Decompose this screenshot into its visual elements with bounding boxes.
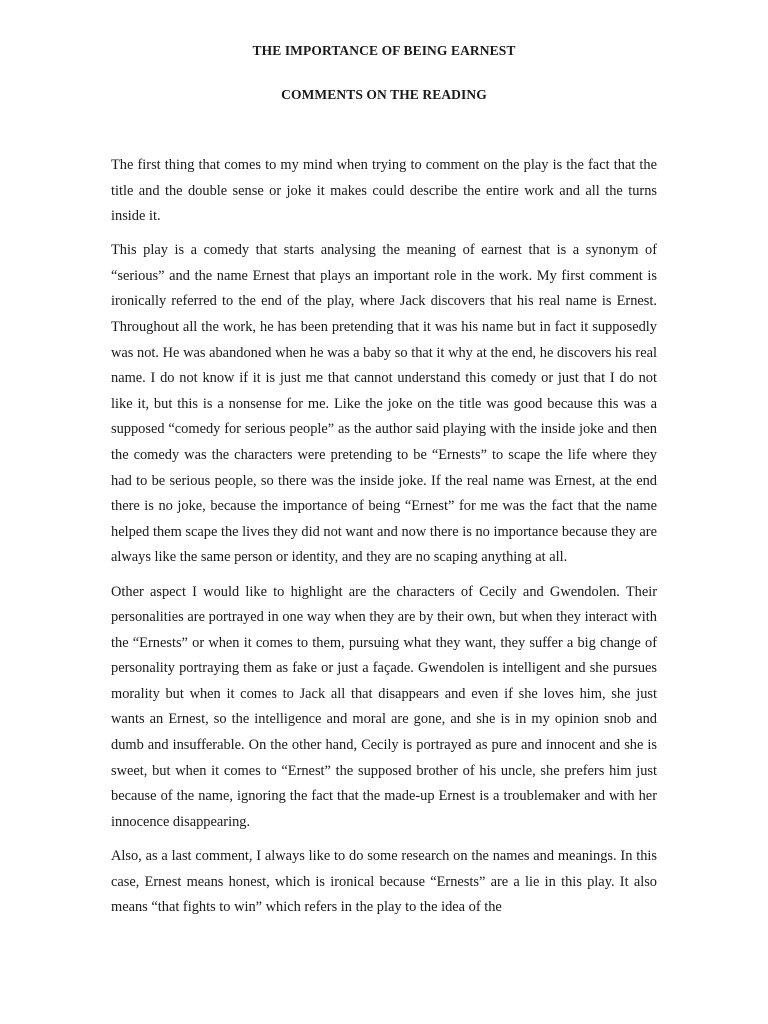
paragraph-characters: Other aspect I would like to highlight are the characters of Cecily and Gwendolen. Their personalities are portrayed in one way when they are by their own, but when they interact with the “Ernests” or when it comes to them, pursuing what they want, they suffer a big change of personality portraying them as fake or just a façade. Gwendolen is intelligent and she pursues morality but when it comes to Jack all that disappears and even if she loves him, she just wants an Ernest, so the intelligence and moral are gone, and she is in my opinion snob and dumb and insufferable. On the other hand, Cecily is portrayed as pure and innocent and she is sweet, but when it comes to “Ernest” the supposed brother of his uncle, she prefers him just because of the name, ignoring the fact that the made-up Ernest is a troublemaker and with her innocence disappearing. [111, 583, 657, 830]
document-subtitle: COMMENTS ON THE READING [281, 87, 487, 102]
paragraph-comedy: This play is a comedy that starts analysing the meaning of earnest that is a synonym of “serious” and the name Ernest that plays an important role in the work. My first comment is ironically referred to the end of the play, where Jack discovers that his real name is Ernest. Throughout all the work, he has been pretending that it was his name but in fact it supposedly was not. He was abandoned when he was a baby so that it why at the end, he discovers his real name. I do not know if it is just me that cannot understand this comedy or just that I do not like it, but this is a nonsense for me. Like the joke on the title was good because this was a supposed “comedy for serious people” as the author said playing with the inside joke and then the comedy was the characters were pretending to be “Ernests” to scape the life where they had to be serious people, so there was the inside joke. If the real name was Ernest, at the end there is no joke, because the importance of being “Ernest” for me was the fact that the name helped them scape the lives they did not want and now there is no importance because they are always like the same person or identity, and they are no scaping anything at all. [111, 242, 657, 566]
document-title: THE IMPORTANCE OF BEING EARNEST [252, 43, 516, 58]
paragraph-names: Also, as a last comment, I always like to do some research on the names and meanings. In this case, Ernest means honest, which is ironical because “Ernests” are a lie in this play. It also means “that fights to win” which refers in the play to the idea of the [111, 847, 657, 916]
document-body [111, 153, 657, 929]
paragraph-intro: The first thing that comes to my mind when trying to comment on the play is the fact that the title and the double sense or joke it makes could describe the entire work and all the turns inside it. [111, 157, 657, 225]
